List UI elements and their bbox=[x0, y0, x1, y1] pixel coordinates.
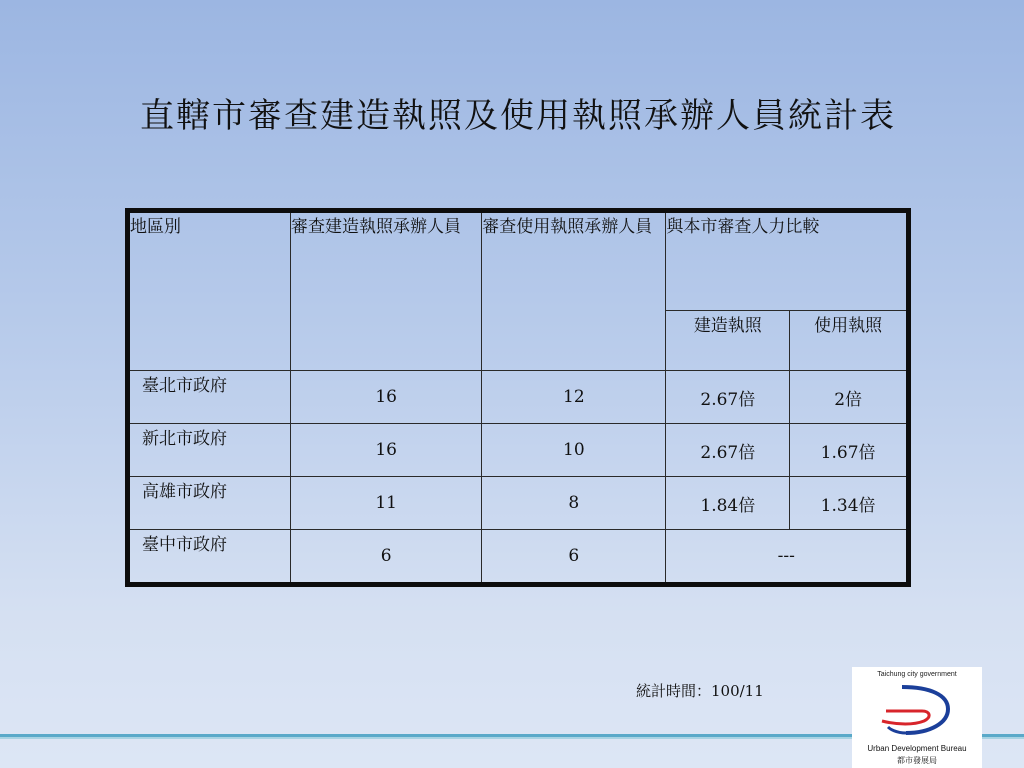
cell-ratio-merged: --- bbox=[666, 530, 909, 585]
cell-build: 16 bbox=[291, 371, 482, 424]
cell-region: 新北市政府 bbox=[128, 424, 291, 477]
cell-ratio-build: 2.67倍 bbox=[666, 424, 790, 477]
header-region: 地區別 bbox=[128, 211, 291, 371]
logo-top-text: Taichung city government bbox=[877, 671, 957, 678]
logo-english-name: Urban Development Bureau bbox=[867, 744, 967, 753]
table-row bbox=[128, 424, 909, 477]
page-title: 直轄市審查建造執照及使用執照承辦人員統計表 bbox=[140, 96, 896, 136]
cell-region: 臺中市政府 bbox=[128, 530, 291, 585]
cell-use: 10 bbox=[482, 424, 666, 477]
cell-ratio-use: 1.67倍 bbox=[790, 424, 909, 477]
table-row bbox=[128, 477, 909, 530]
header-compare-build: 建造執照 bbox=[666, 311, 790, 371]
cell-build: 11 bbox=[291, 477, 482, 530]
cell-use: 8 bbox=[482, 477, 666, 530]
header-use-staff: 審查使用執照承辦人員 bbox=[482, 211, 666, 371]
cell-ratio-use: 2倍 bbox=[790, 371, 909, 424]
bureau-emblem-icon bbox=[852, 681, 982, 743]
cell-build: 16 bbox=[291, 424, 482, 477]
cell-ratio-build: 1.84倍 bbox=[666, 477, 790, 530]
cell-region: 高雄市政府 bbox=[128, 477, 291, 530]
header-build-staff: 審查建造執照承辦人員 bbox=[291, 211, 482, 371]
table-row bbox=[128, 530, 909, 585]
cell-ratio-use: 1.34倍 bbox=[790, 477, 909, 530]
table-row bbox=[128, 371, 909, 424]
cell-region: 臺北市政府 bbox=[128, 371, 291, 424]
statistics-date-note: 統計時間：100/11 bbox=[636, 682, 764, 700]
header-compare-use: 使用執照 bbox=[790, 311, 909, 371]
logo-chinese-name: 都市發展局 bbox=[897, 756, 937, 765]
statistics-table bbox=[125, 208, 911, 587]
header-compare: 與本市審查人力比較 bbox=[666, 211, 909, 311]
cell-use: 12 bbox=[482, 371, 666, 424]
bureau-logo bbox=[852, 667, 982, 768]
cell-use: 6 bbox=[482, 530, 666, 585]
cell-ratio-build: 2.67倍 bbox=[666, 371, 790, 424]
cell-build: 6 bbox=[291, 530, 482, 585]
